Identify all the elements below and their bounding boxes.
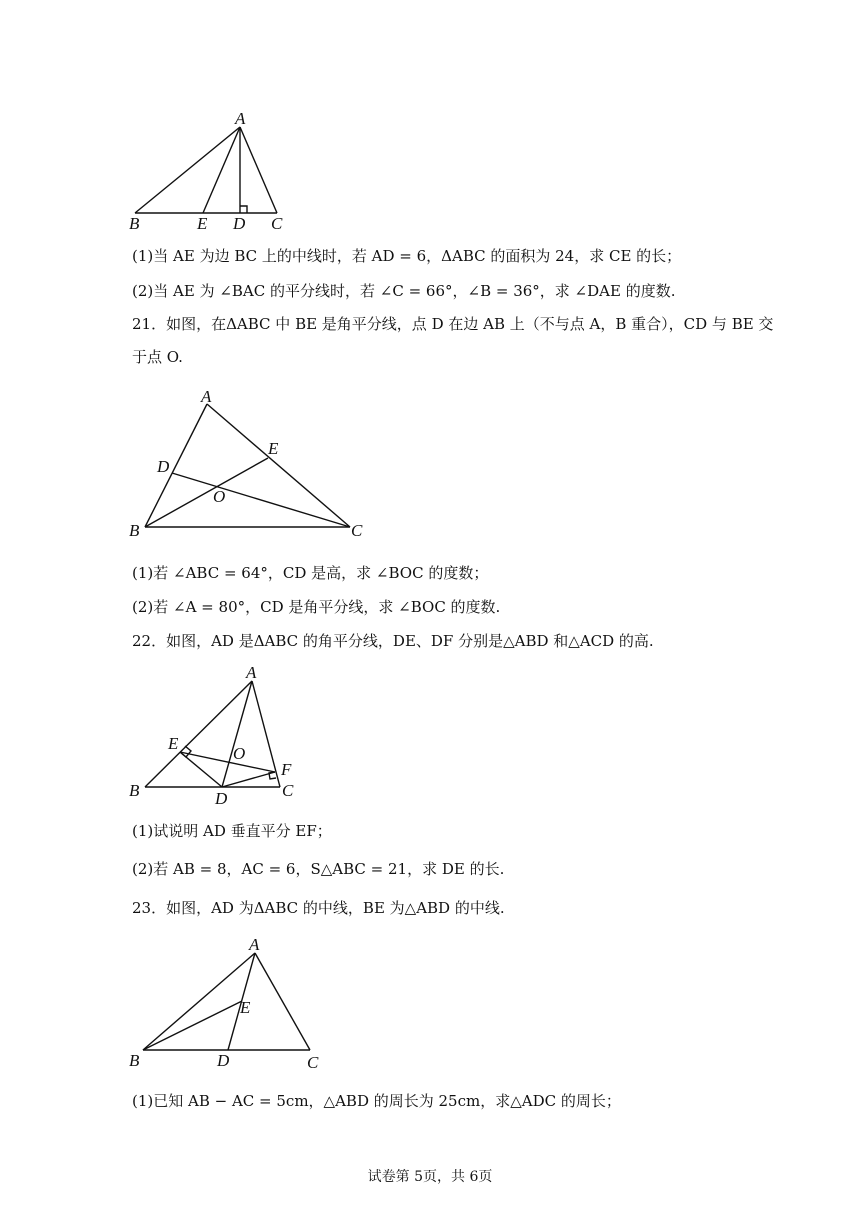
q21-stem-line2: 于点 O. [132, 348, 183, 366]
label-D: D [157, 457, 170, 476]
label-C: C [307, 1053, 319, 1072]
q23-stem: 23．如图，AD 为ΔABC 的中线，BE 为△ABD 的中线. [132, 899, 505, 917]
label-C: C [271, 214, 283, 233]
label-D: D [217, 1051, 230, 1070]
q22-part2: (2)若 AB = 8，AC = 6，S△ABC = 21，求 DE 的长. [132, 860, 505, 878]
label-A: A [235, 109, 246, 128]
q21-part1: (1)若 ∠ABC = 64°，CD 是高，求 ∠BOC 的度数； [132, 564, 489, 582]
q22-part1: (1)试说明 AD 垂直平分 EF； [132, 822, 332, 840]
figure-triangle-2 [125, 382, 375, 546]
label-C: C [351, 521, 363, 540]
q23-part1: (1)已知 AB − AC = 5cm，△ABD 的周长为 25cm，求△ADC 的周长； [132, 1092, 621, 1110]
label-D: D [233, 214, 246, 233]
figure-triangle-3 [125, 658, 335, 812]
label-F: F [281, 760, 292, 779]
page-footer: 试卷第 5页，共 6页 [367, 1169, 493, 1185]
label-B: B [129, 1051, 140, 1070]
label-O: O [213, 487, 226, 506]
label-O: O [233, 744, 246, 763]
q20-part2: (2)当 AE 为 ∠BAC 的平分线时，若 ∠C = 66°，∠B = 36°，求 ∠DAE 的度数. [132, 282, 676, 300]
label-E: E [240, 998, 251, 1017]
label-C: C [282, 781, 294, 800]
label-A: A [201, 387, 212, 406]
label-A: A [246, 663, 257, 682]
label-E: E [268, 439, 279, 458]
label-B: B [129, 521, 140, 540]
q22-stem: 22．如图，AD 是ΔABC 的角平分线，DE、DF 分别是△ABD 和△ACD 的高. [132, 632, 654, 650]
label-E: E [197, 214, 208, 233]
q21-stem-line1: 21．如图，在ΔABC 中 BE 是角平分线，点 D 在边 AB 上（不与点 A，B 重合），CD 与 BE 交 [132, 315, 774, 333]
label-B: B [129, 214, 140, 233]
figure-triangle-4 [125, 928, 335, 1077]
label-B: B [129, 781, 140, 800]
label-D: D [215, 789, 228, 808]
q20-part1: (1)当 AE 为边 BC 上的中线时，若 AD = 6，ΔABC 的面积为 24，求 CE 的长； [132, 247, 682, 265]
label-A: A [249, 935, 260, 954]
label-E: E [168, 734, 179, 753]
q21-part2: (2)若 ∠A = 80°，CD 是角平分线，求 ∠BOC 的度数. [132, 598, 501, 616]
figure-triangle-1 [125, 105, 295, 239]
